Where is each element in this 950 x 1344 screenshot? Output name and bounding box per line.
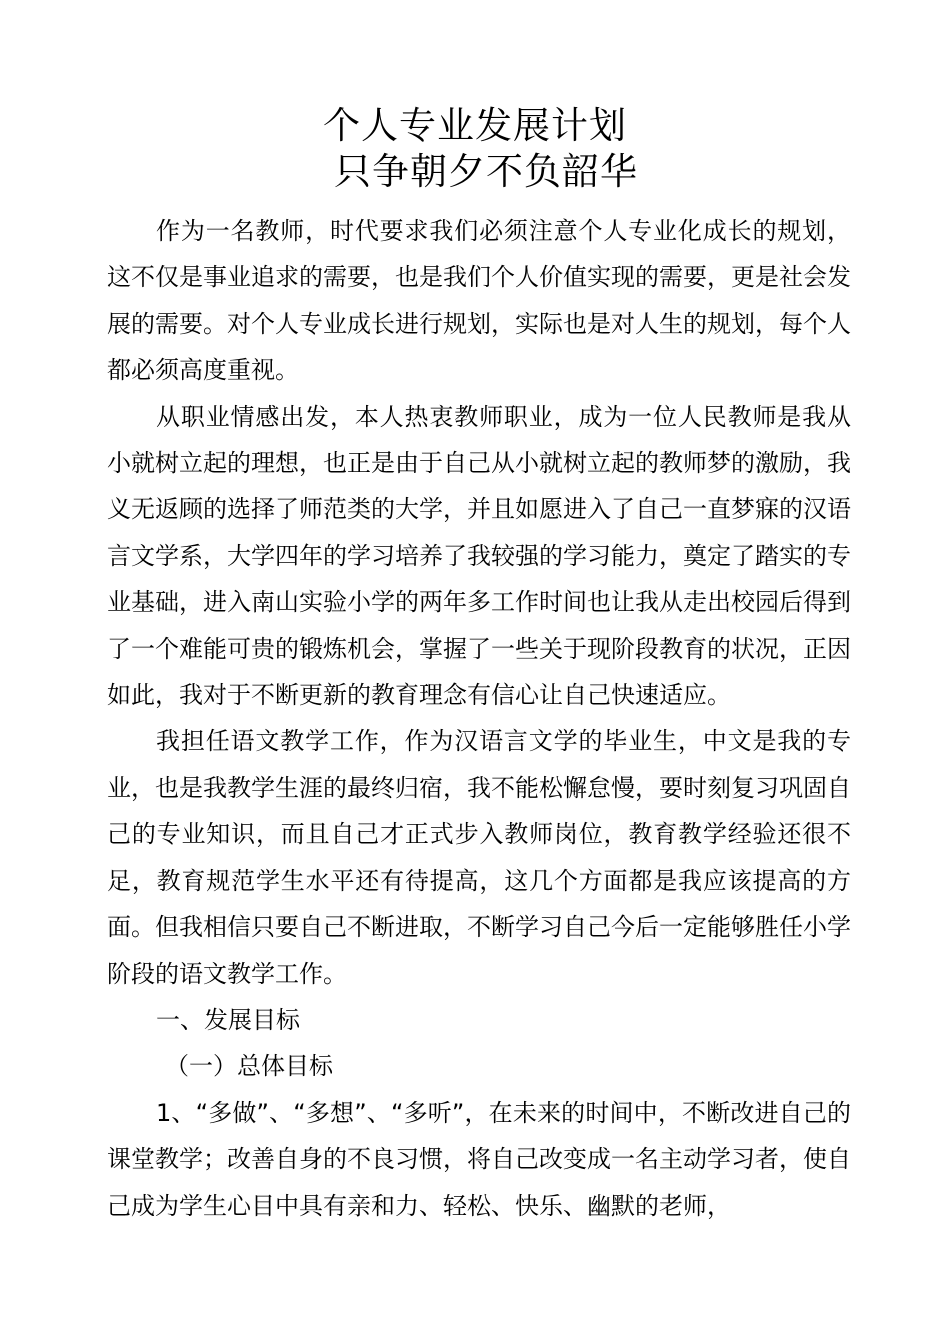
document-title xyxy=(0,103,950,195)
paragraph-career-emotion: 从职业情感出发，本人热衷教师职业，成为一位人民教师是我从小就树立起的理想，也正是由于自己从小就树立起的教师梦的激励，我义无返顾的选择了师范类的大学，并且如愿进入了自己一直梦寐的汉语言文学系，大学四年的学习培养了我较强的学习能力，奠定了踏实的专业基础，进入南山实验小学的两年多工作时间也让我从走出校园后得到了一个难能可贵的锻炼机会，掌握了一些关于现阶段教育的状况，正因如此，我对于不断更新的教育理念有信心让自己快速适应。 xyxy=(107,402,851,710)
document-body xyxy=(107,208,851,1229)
paragraph-intro: 作为一名教师，时代要求我们必须注意个人专业化成长的规划，这不仅是事业追求的需要，也是我们个人价值实现的需要，更是社会发展的需要。对个人专业成长进行规划，实际也是对人生的规划，每个人都必须高度重视。 xyxy=(107,217,851,385)
list-item-1: 1、“多做”、“多想”、“多听”，在未来的时间中，不断改进自己的课堂教学；改善自身的不良习惯，将自己改变成一名主动学习者，使自己成为学生心目中具有亲和力、轻松、快乐、幽默的老师， xyxy=(107,1098,851,1220)
section-heading-goals: 一、发展目标 xyxy=(156,1005,300,1034)
subsection-heading-overall: （一）总体目标 xyxy=(165,1052,333,1081)
title-line-1: 个人专业发展计划 xyxy=(323,104,627,147)
title-line-2: 只争朝夕不负韶华 xyxy=(334,150,638,193)
paragraph-teaching-work: 我担任语文教学工作，作为汉语言文学的毕业生，中文是我的专业，也是我教学生涯的最终归宿，我不能松懈怠慢，要时刻复习巩固自己的专业知识，而且自己才正式步入教师岗位，教育教学经验还很不足，教育规范学生水平还有待提高，这几个方面都是我应该提高的方面。但我相信只要自己不断进取，不断学习自己今后一定能够胜任小学阶段的语文教学工作。 xyxy=(107,727,851,988)
